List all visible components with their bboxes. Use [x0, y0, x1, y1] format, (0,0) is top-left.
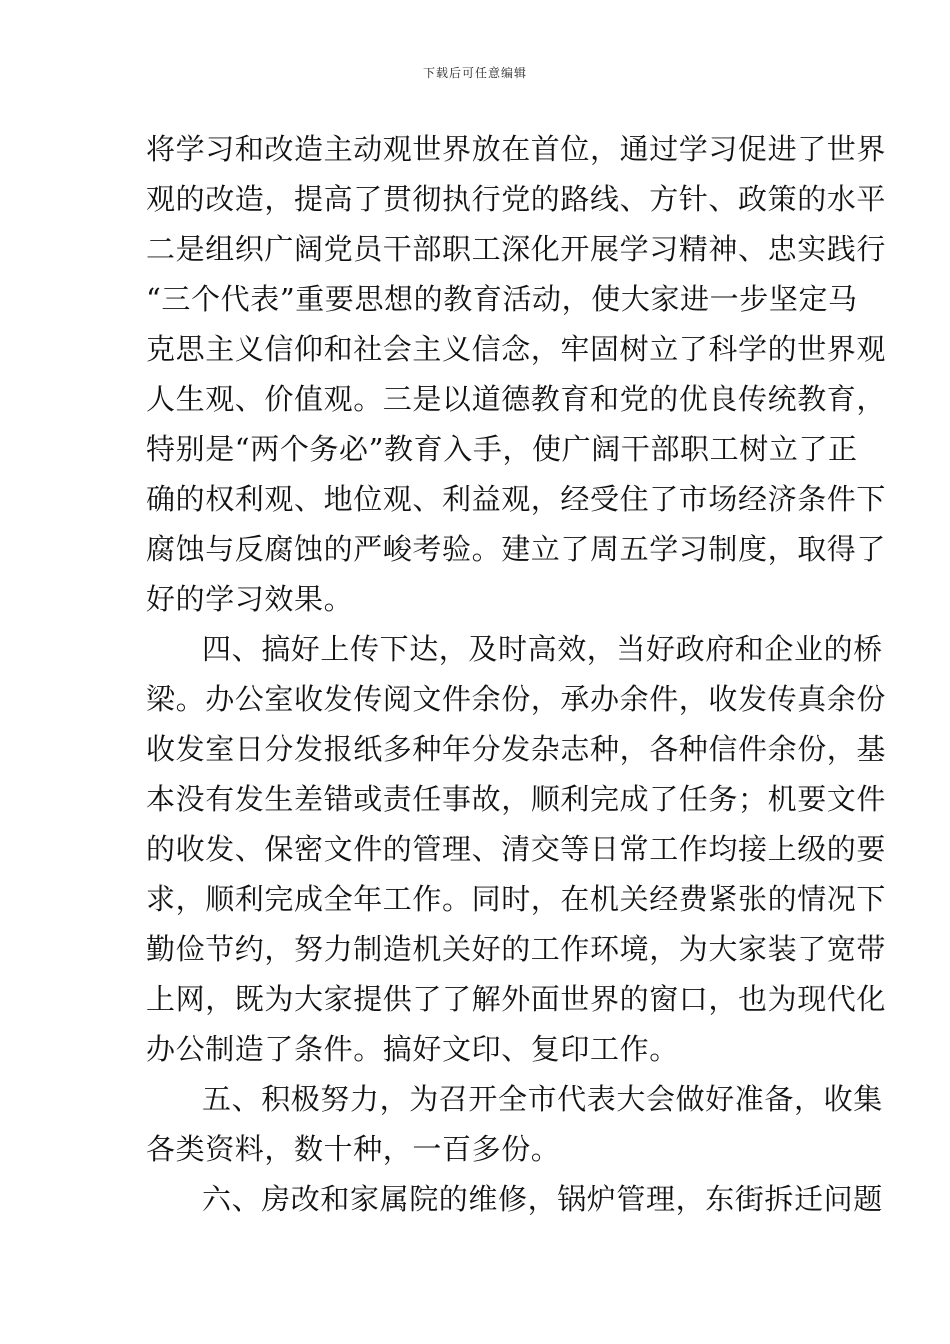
paragraph-start-line: 五、积极努力，为召开全市代表大会做好准备，收集 [202, 1082, 883, 1116]
text-line: 勤俭节约，努力制造机关好的工作环境，为大家装了宽带 [146, 932, 887, 966]
text-line: 梁。办公室收发传阅文件余份，承办余件，收发传真余份 [146, 682, 887, 716]
text-line: 各类资料，数十种，一百多份。 [146, 1132, 561, 1166]
text-line: 求，顺利完成全年工作。同时，在机关经费紧张的情况下 [146, 882, 887, 916]
text-line: 办公制造了条件。搞好文印、复印工作。 [146, 1032, 679, 1066]
document-body [146, 124, 887, 1224]
text-line: 上网，既为大家提供了了解外面世界的窗口，也为现代化 [146, 982, 887, 1016]
text-line: 人生观、价值观。三是以道德教育和党的优良传统教育， [146, 382, 887, 416]
page-header: 下载后可任意编辑 [422, 66, 527, 80]
text-line: 好的学习效果。 [146, 582, 354, 616]
text-line: 二是组织广阔党员干部职工深化开展学习精神、忠实践行 [146, 232, 887, 266]
text-line: 收发室日分发报纸多种年分发杂志种，各种信件余份，基 [146, 732, 887, 766]
text-line: 特别是“两个务必”教育入手，使广阔干部职工树立了正 [146, 432, 858, 466]
text-line: 克思主义信仰和社会主义信念，牢固树立了科学的世界观 [146, 332, 887, 366]
paragraph-start-line: 六、房改和家属院的维修，锅炉管理，东街拆迁问题 [202, 1182, 883, 1216]
text-line: 本没有发生差错或责任事故，顺利完成了任务；机要文件 [146, 782, 887, 816]
text-line: 腐蚀与反腐蚀的严峻考验。建立了周五学习制度，取得了 [146, 532, 887, 566]
text-line: 确的权利观、地位观、利益观，经受住了市场经济条件下 [146, 482, 887, 516]
text-line: 的收发、保密文件的管理、清交等日常工作均接上级的要 [146, 832, 887, 866]
text-line: “三个代表”重要思想的教育活动，使大家进一步坚定马 [146, 282, 858, 316]
text-line: 观的改造，提高了贯彻执行党的路线、方针、政策的水平 [146, 182, 887, 216]
paragraph-start-line: 四、搞好上传下达，及时高效，当好政府和企业的桥 [202, 632, 883, 666]
text-line: 将学习和改造主动观世界放在首位，通过学习促进了世界 [146, 132, 887, 166]
